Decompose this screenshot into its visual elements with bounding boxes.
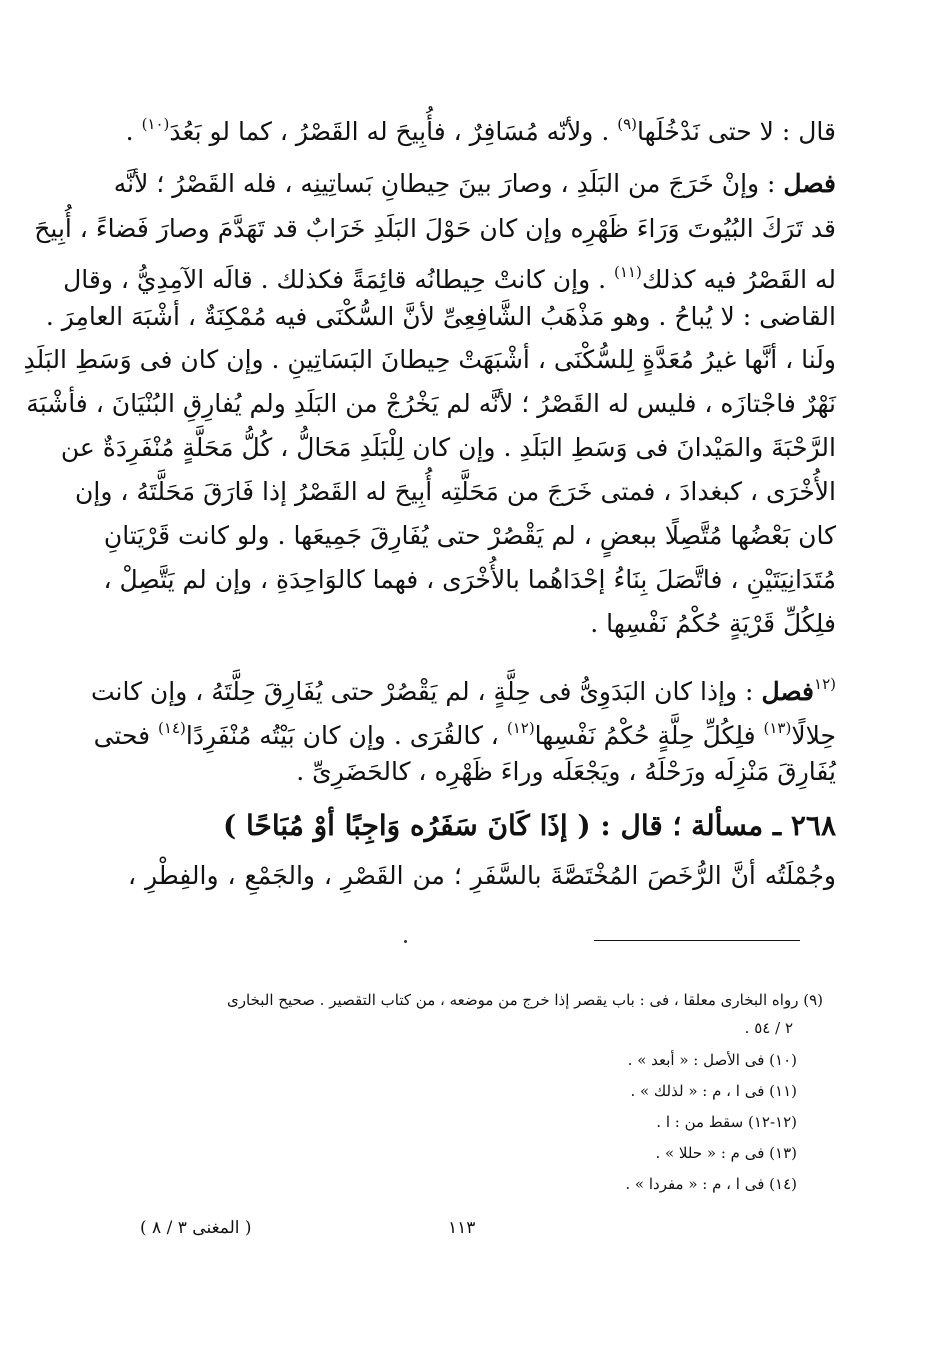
footnote-marker: (١٠) bbox=[141, 115, 170, 133]
text-segment: له القَصْرُ فيه كذلك bbox=[641, 265, 836, 294]
text-line: ولَنا ، أنَّها غيرُ مُعَدَّةٍ لِلسُّكْنَى ، أشْبَهَتْ حِيطانَ البَسَاتِينِ . وإن كان فى وَسَطِ البَلَدِ bbox=[23, 345, 836, 374]
section-label: فصل bbox=[761, 677, 815, 706]
text-line bbox=[63, 252, 836, 300]
text-segment: : وإذا كان البَدَوِىُّ فى حِلَّةٍ ، لم يَقْصُرْ حتى يُفَارِقَ حِلَّتَهُ ، وإن كانت bbox=[90, 677, 762, 706]
footnote-separator bbox=[594, 940, 800, 941]
text-line: يُفَارِقَ مَنْزِلَه ورَحْلَهُ ، ويَجْعَلَه وراءَ ظَهْرِه ، كالحَضَرِىِّ . bbox=[296, 757, 836, 786]
footnote-marker: (١١) bbox=[614, 263, 642, 281]
issue-heading bbox=[128, 806, 836, 846]
section-label: فصل bbox=[783, 169, 836, 198]
text-line: الأُخْرَى ، كبغدادَ ، فمتى خَرَجَ من مَحَلَّتِه أُبِيحَ له القَصْرُ إذا فَارَقَ مَحَلَّتَهُ ، وإن bbox=[75, 477, 836, 506]
volume-reference: ( المغنى ٣ / ٨ ) bbox=[140, 1218, 252, 1238]
text-line bbox=[113, 164, 836, 204]
footnote: ٢ / ٥٤ . bbox=[744, 1019, 793, 1037]
footnote: (٩) رواه البخارى معلقا ، فى : باب يقصر إذا خرج من موضعه ، من كتاب التقصير . صحيح البخارى bbox=[227, 991, 823, 1009]
text-segment: فلِكُلِّ حِلَّةٍ حُكْمُ نَفْسِها bbox=[534, 721, 764, 750]
text-line: فلِكُلِّ قَرْيَةٍ حُكْمُ نَفْسِها . bbox=[590, 609, 836, 638]
footnote-marker: (١٣) bbox=[763, 719, 792, 737]
text-line: قد تَرَكَ البُيُوتَ وَرَاءَ ظَهْرِه وإن كان حَوْلَ البَلَدِ خَرَابٌ قد تَهَدَّمَ وصارَ فَضاءً ، أُبِيحَ bbox=[34, 214, 836, 243]
issue-title: ـ مسألة ؛ قال : ( إذَا كَانَ سَفَرُه وَاجِبًا أوْ مُبَاحًا ) bbox=[223, 809, 791, 842]
text-segment: . ولأنّه مُسَافِرٌ ، فأُبِيحَ له القَصْرُ ، كما لو بَعُدَ bbox=[169, 117, 618, 146]
footnote: (١٢-١٢) سقط من : ا . bbox=[656, 1113, 797, 1131]
text-segment: . وإن كانتْ حِيطانُه قائِمَةً فكذلك . قالَه الآمِدِيُّ ، وقال bbox=[63, 265, 614, 294]
text-segment: فحتى bbox=[93, 721, 159, 750]
text-segment: : وإنْ خَرَجَ من البَلَدِ ، وصارَ بينَ حِيطانِ بَساتِينِه ، فله القَصْرُ ؛ لأنَّه bbox=[113, 169, 784, 198]
text-segment: ، كالقُرَى . وإن كان بَيْتُه مُنْفَرِدًا bbox=[185, 721, 507, 750]
footnote: (١٣) فى م : « حللا » . bbox=[655, 1144, 797, 1162]
text-line bbox=[125, 104, 836, 152]
text-line bbox=[93, 708, 836, 756]
text-line: مُتَدَانِيَتَيْنِ ، فاتَّصَلَ بِنَاءُ إحْدَاهُما بالأُخْرَى ، فهما كالوَاحِدَةِ ، وإن لم يَتَّصِلْ ، bbox=[103, 565, 836, 594]
footnote-marker: (١٢ bbox=[814, 675, 836, 693]
text-line: كان بَعْضُها مُتَّصِلًا ببعضٍ ، لم يَقْصُرْ حتى يُفَارِقَ جَمِيعَها . ولو كانت قَرْيَتانِ bbox=[103, 521, 836, 550]
issue-number: ٢٦٨ bbox=[790, 809, 836, 842]
text-line: نَهْرٌ فاجْتازَه ، فليس له القَصْرُ ؛ لأنَّه لم يَخْرُجْ من البَلَدِ ولم يُفارِقِ البُنْيَانَ ، فأشْبَهَ bbox=[26, 389, 836, 418]
text-line bbox=[90, 664, 836, 712]
text-segment: حِلالًا bbox=[791, 721, 836, 750]
ink-speck bbox=[404, 940, 407, 943]
footnote: (١٠) فى الأصل : « أبعد » . bbox=[627, 1051, 797, 1069]
text-line: القاضى : لا يُباحُ . وهو مَذْهَبُ الشَّافِعِىِّ لأنَّ السُّكْنَى فيه مُمْكِنَةٌ ، أشْبَهَ العامِرَ . bbox=[45, 302, 836, 331]
footnote-marker: (١٢) bbox=[506, 719, 535, 737]
text-line: الرَّحْبَةَ والمَيْدانَ فى وَسَطِ البَلَدِ . وإن كان لِلْبَلَدِ مَحَالُّ ، كُلُّ مَحَلَّةٍ مُنْفَرِدَةٌ عن bbox=[60, 433, 836, 462]
text-segment: قال : لا حتى نَدْخُلَها bbox=[637, 117, 836, 146]
footnote: (١٤) فى ا ، م : « مفردا » . bbox=[625, 1175, 797, 1193]
page-number: ١١٣ bbox=[448, 1218, 476, 1238]
text-line: وجُمْلَتُه أنَّ الرُّخَصَ المُخْتَصَّةَ بالسَّفَرِ ؛ من القَصْرِ ، والجَمْعِ ، والفِطْرِ ، bbox=[128, 861, 836, 890]
footnote-marker: (٩) bbox=[617, 115, 637, 133]
footnote-marker: (١٤) bbox=[158, 719, 186, 737]
text-segment: . bbox=[125, 117, 142, 146]
footnote: (١١) فى ا ، م : « لذلك » . bbox=[630, 1082, 797, 1100]
